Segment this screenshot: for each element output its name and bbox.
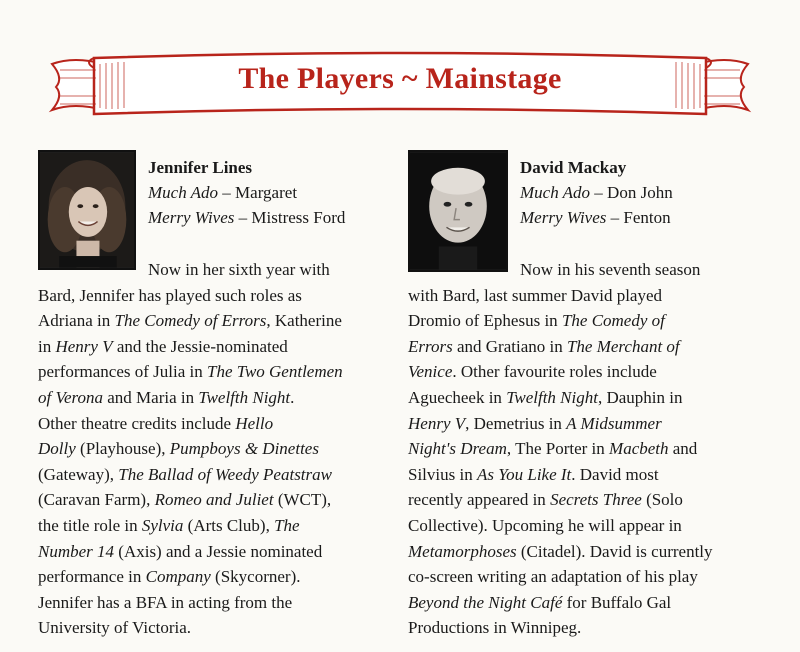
work-title: Twelfth Night bbox=[506, 387, 598, 407]
player-name: Jennifer Lines bbox=[148, 158, 253, 177]
role-line bbox=[148, 180, 345, 205]
bio-line bbox=[408, 359, 713, 385]
bio-text: , Dauphin in bbox=[597, 387, 683, 407]
bio-text: Other theatre credits include bbox=[38, 413, 236, 433]
bio-line bbox=[408, 539, 713, 565]
bio-line bbox=[38, 462, 343, 488]
work-title: The Comedy of bbox=[561, 311, 665, 331]
bio-text: Productions in Winnipeg. bbox=[408, 618, 582, 638]
bio-text: Aguecheek in bbox=[408, 387, 507, 407]
work-title: Henry V bbox=[408, 413, 466, 433]
work-title: The Comedy of Errors bbox=[114, 311, 267, 331]
headshot-photo bbox=[408, 150, 508, 272]
bio-text: with Bard, last summer David played bbox=[408, 285, 663, 305]
role-name: Don John bbox=[607, 183, 673, 202]
play-title: Merry Wives bbox=[520, 208, 607, 227]
bio-line bbox=[408, 590, 713, 616]
work-title: As You Like It bbox=[476, 464, 572, 484]
role-line bbox=[520, 205, 673, 230]
bio-text: Silvius in bbox=[408, 464, 477, 484]
bio-text: , Katherine bbox=[266, 311, 342, 331]
bio-line bbox=[38, 257, 343, 283]
bio-text: (Playhouse), bbox=[75, 439, 170, 459]
bio-text: co-screen writing an adaptation of his play bbox=[408, 567, 698, 587]
bio-text: Now in her sixth year with bbox=[148, 260, 330, 279]
bio-line bbox=[38, 283, 343, 309]
bio-text: (Citadel). David is currently bbox=[516, 541, 713, 561]
work-title: A Midsummer bbox=[566, 413, 662, 433]
work-title: The Ballad of Weedy Peatstraw bbox=[118, 464, 332, 484]
bio-text: . Other favourite roles include bbox=[452, 362, 657, 382]
bio-line bbox=[38, 385, 343, 411]
bio-line bbox=[408, 283, 713, 309]
work-title: Company bbox=[145, 567, 211, 587]
bio-text: Adriana in bbox=[38, 311, 115, 331]
bio-line bbox=[38, 564, 343, 590]
work-title: Dolly bbox=[38, 439, 76, 459]
work-title: Twelfth Night bbox=[198, 387, 291, 407]
bio-text: for Buffalo Gal bbox=[562, 592, 672, 612]
play-title: Much Ado bbox=[148, 183, 219, 202]
bio-text: recently appeared in bbox=[408, 490, 551, 510]
role-name: Margaret bbox=[235, 183, 298, 202]
work-title: The bbox=[274, 515, 300, 535]
bio-text: Dromio of Ephesus in bbox=[408, 311, 562, 331]
bio-text: University of Victoria. bbox=[38, 618, 192, 638]
bio-text: and Gratiano in bbox=[452, 336, 567, 356]
work-title: Hello bbox=[235, 413, 274, 433]
bio-line bbox=[408, 436, 713, 462]
role-separator: – bbox=[218, 183, 236, 202]
work-title: Venice bbox=[408, 362, 453, 382]
player-bio bbox=[408, 257, 713, 641]
bio-text: in bbox=[38, 336, 56, 356]
role-name: Mistress Ford bbox=[251, 208, 346, 227]
bio-line bbox=[38, 539, 343, 565]
bio-text: , The Porter in bbox=[506, 439, 610, 459]
play-title: Much Ado bbox=[520, 183, 591, 202]
role-line bbox=[148, 205, 345, 230]
bio-text: and bbox=[668, 439, 698, 459]
bio-text: Now in his seventh season bbox=[520, 260, 701, 279]
work-title: Secrets Three bbox=[550, 490, 642, 510]
work-title: Metamorphoses bbox=[408, 541, 517, 561]
bio-line bbox=[38, 308, 343, 334]
bio-line bbox=[38, 487, 343, 513]
bio-line bbox=[38, 411, 343, 437]
bio-line bbox=[38, 615, 343, 641]
bio-line bbox=[408, 257, 713, 283]
work-title: Pumpboys & Dinettes bbox=[169, 439, 319, 459]
player-bio bbox=[38, 257, 343, 641]
bio-text: and the Jessie-nominated bbox=[112, 336, 288, 356]
bio-text: Bard, Jennifer has played such roles as bbox=[38, 285, 302, 305]
work-title: The Two Gentlemen bbox=[207, 362, 343, 382]
bio-text: . bbox=[290, 387, 295, 407]
player-name: David Mackay bbox=[520, 158, 627, 177]
work-title: of Verona bbox=[38, 387, 104, 407]
bio-text: (Caravan Farm), bbox=[38, 490, 155, 510]
bio-line bbox=[408, 385, 713, 411]
bio-line bbox=[408, 334, 713, 360]
page-title: The Players ~ Mainstage bbox=[238, 62, 562, 95]
work-title: Macbeth bbox=[609, 439, 669, 459]
bio-line bbox=[38, 334, 343, 360]
bio-text: . David most bbox=[571, 464, 659, 484]
bio-text: (Gateway), bbox=[38, 464, 119, 484]
bio-line bbox=[408, 411, 713, 437]
role-name: Fenton bbox=[623, 208, 671, 227]
work-title: Henry V bbox=[55, 336, 113, 356]
work-title: The Merchant of bbox=[566, 336, 680, 356]
bio-text: and Maria in bbox=[103, 387, 199, 407]
bio-text: the title role in bbox=[38, 515, 142, 535]
work-title: Beyond the Night Café bbox=[408, 592, 563, 612]
work-title: Night's Dream bbox=[408, 439, 507, 459]
bio-line bbox=[408, 615, 713, 641]
bio-line bbox=[38, 590, 343, 616]
work-title: Sylvia bbox=[141, 515, 184, 535]
play-title: Merry Wives bbox=[148, 208, 235, 227]
bio-text: performances of Julia in bbox=[38, 362, 207, 382]
bio-line bbox=[408, 462, 713, 488]
role-separator: – bbox=[606, 208, 624, 227]
role-line bbox=[520, 180, 673, 205]
bio-line bbox=[408, 308, 713, 334]
work-title: Errors bbox=[408, 336, 453, 356]
role-separator: – bbox=[590, 183, 608, 202]
player-heading bbox=[520, 155, 673, 230]
bio-text: , Demetrius in bbox=[465, 413, 567, 433]
bio-text: (Arts Club), bbox=[183, 515, 275, 535]
bio-text: performance in bbox=[38, 567, 146, 587]
bio-text: Jennifer has a BFA in acting from the bbox=[38, 592, 293, 612]
bio-line bbox=[408, 487, 713, 513]
headshot-photo bbox=[38, 150, 136, 270]
bio-line bbox=[38, 513, 343, 539]
work-title: Romeo and Juliet bbox=[154, 490, 274, 510]
bio-text: Collective). Upcoming he will appear in bbox=[408, 515, 682, 535]
work-title: Number 14 bbox=[38, 541, 115, 561]
bio-text: (WCT), bbox=[273, 490, 332, 510]
bio-line bbox=[38, 359, 343, 385]
player-heading bbox=[148, 155, 345, 230]
bio-line bbox=[408, 564, 713, 590]
role-separator: – bbox=[234, 208, 252, 227]
bio-line bbox=[408, 513, 713, 539]
bio-line bbox=[38, 436, 343, 462]
bio-text: (Skycorner). bbox=[210, 567, 301, 587]
bio-text: (Axis) and a Jessie nominated bbox=[114, 541, 323, 561]
bio-text: (Solo bbox=[641, 490, 683, 510]
